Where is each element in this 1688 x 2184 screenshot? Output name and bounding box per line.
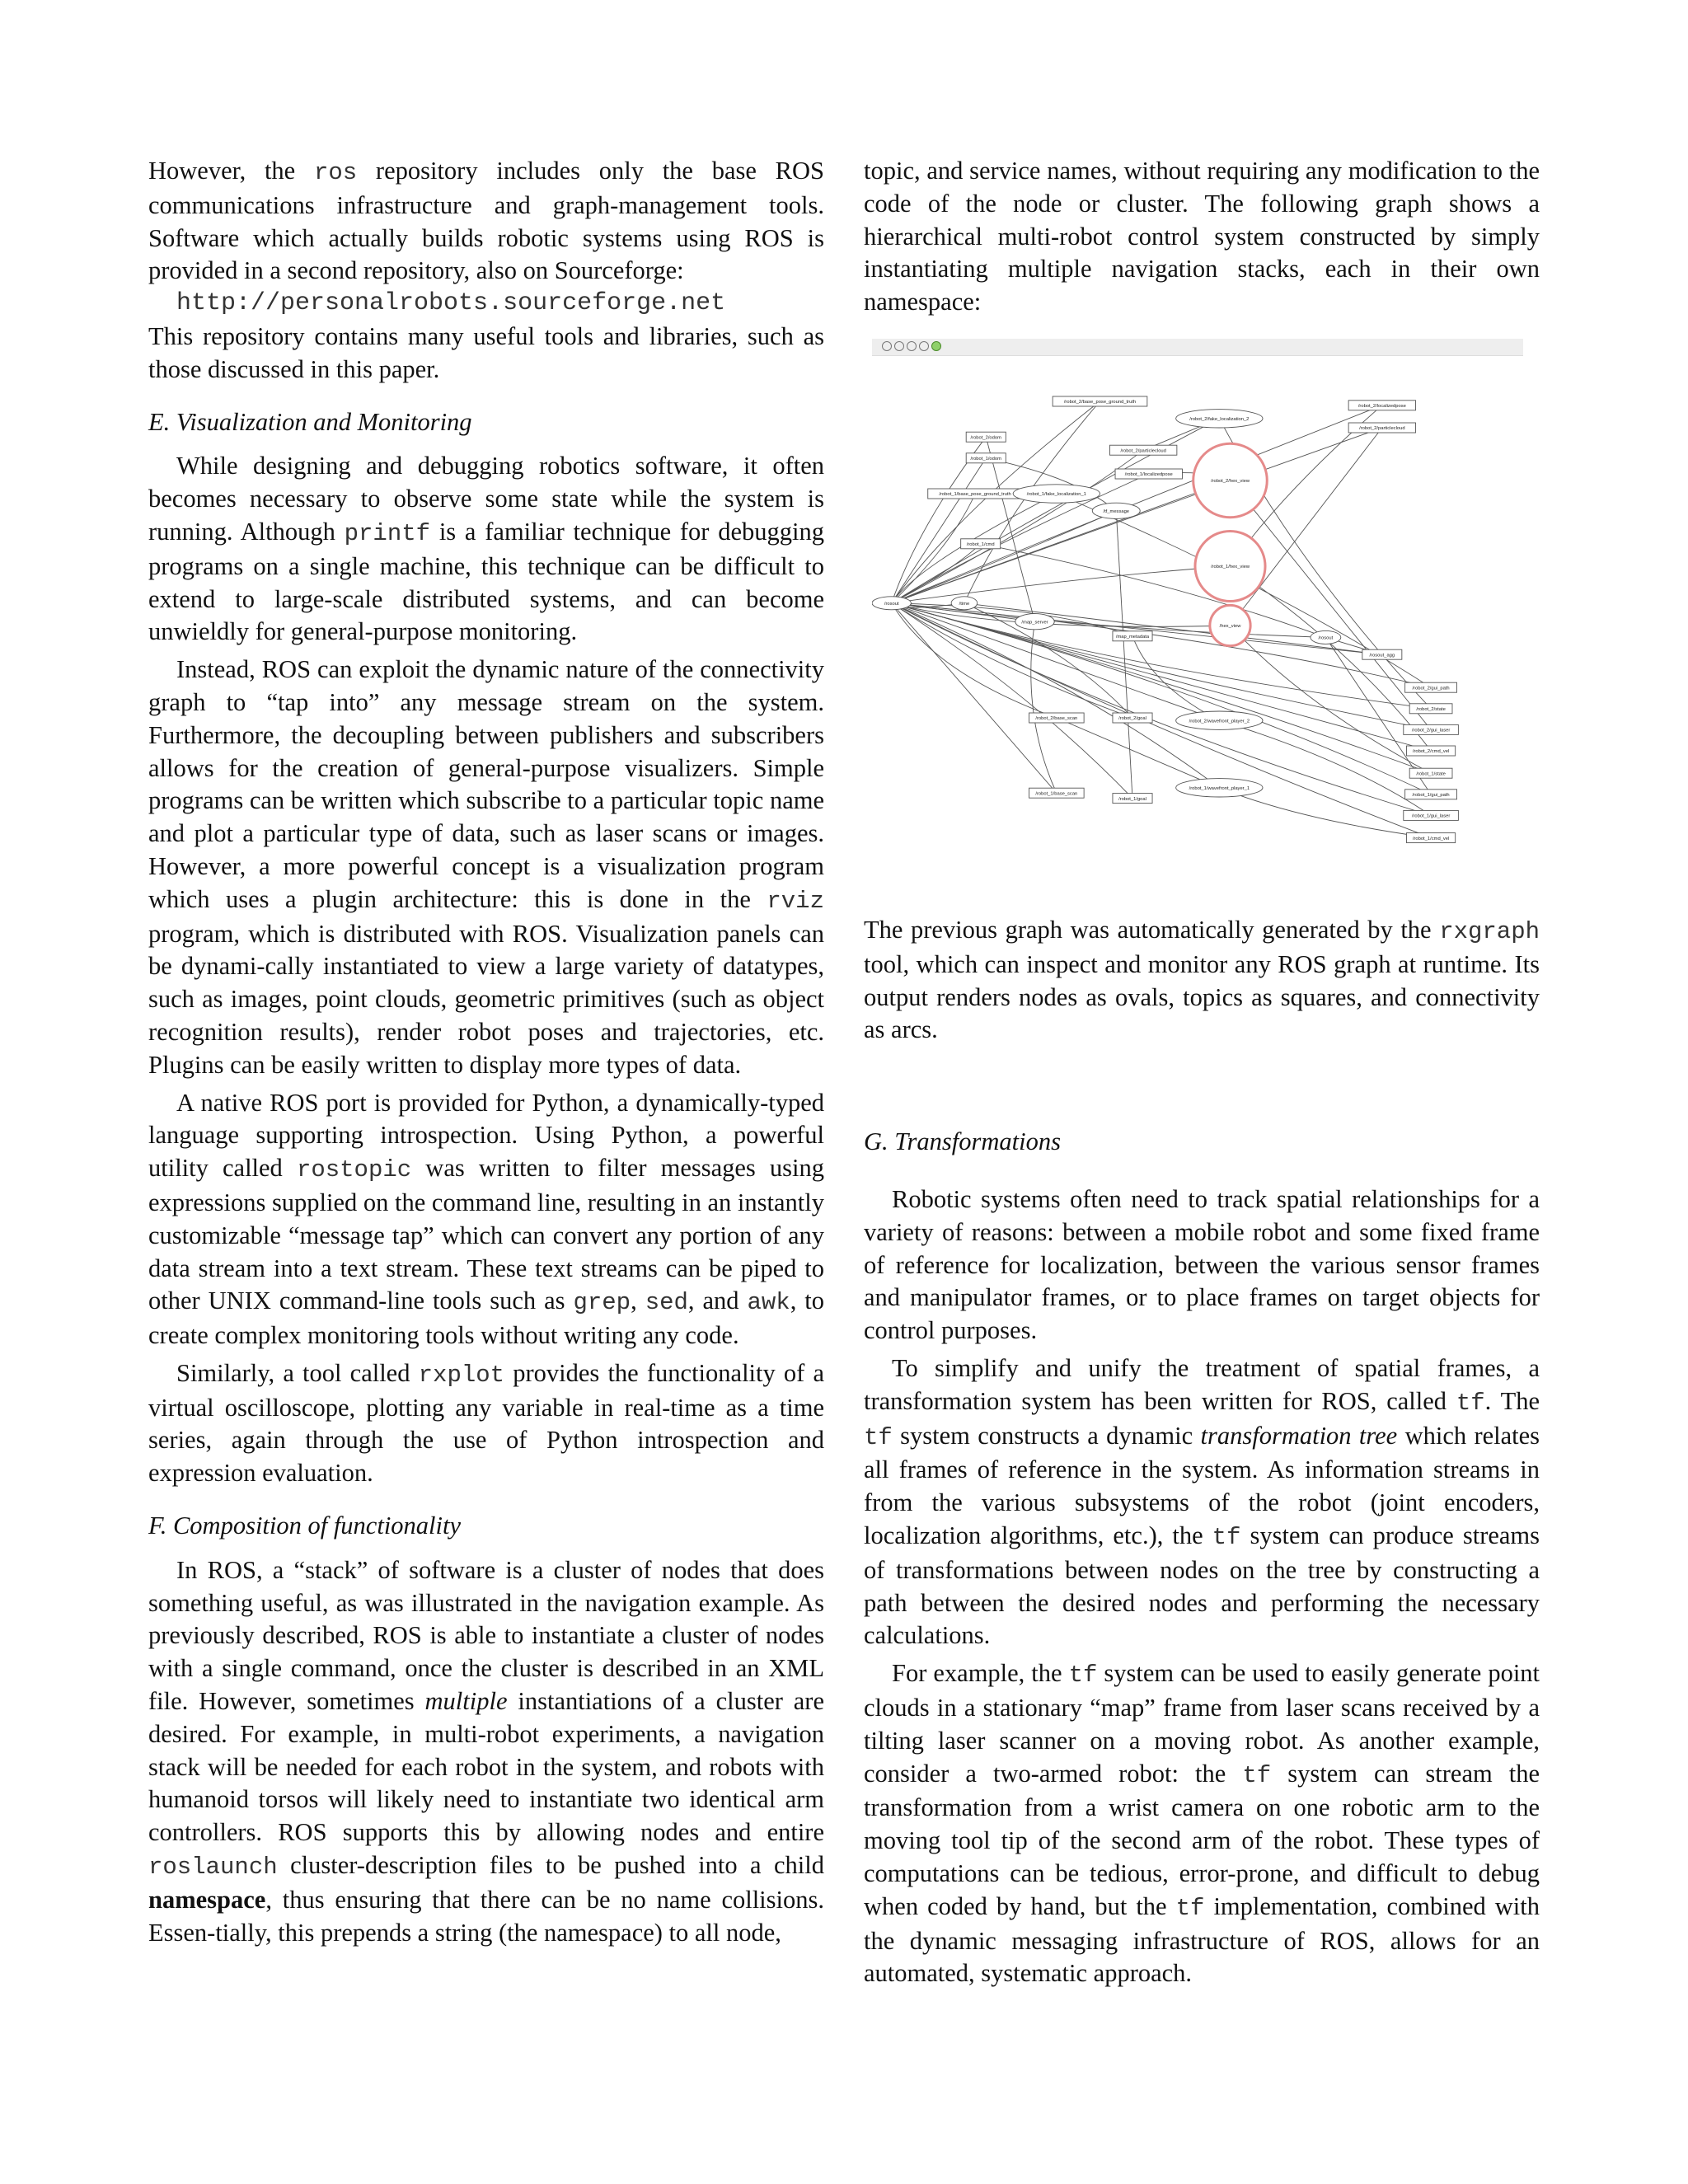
zoom-reset-icon[interactable] — [919, 341, 929, 351]
graph-toolbar — [872, 339, 1523, 356]
left-column — [148, 155, 824, 1949]
code-printf: printf — [344, 519, 431, 547]
graph-topic — [1404, 810, 1459, 820]
paragraph-e2: Instead, ROS can exploit the dynamic nature of the connectivity graph to “tap into” any message stream on the system. Furthermore, the decoupling between publishers and subscribers allows for the creation of general-purpose visualizers. Simple programs can be written which subscribe to a particular topic name and plot a particular type of data, such as laser scans or images. However, a more powerful concept is a visualization program which uses a plugin architecture: this is done in the rviz program, which is distributed with ROS. Visualization panels can be dynami-cally instantiated to view a large variety of datatypes, such as images, point clouds, geometric primitives (such as object recognition results), render robot poses and trajectories, etc. Plugins can be easily written to display more types of data. — [148, 655, 824, 1079]
graph-topic — [1348, 423, 1415, 433]
graph-topic — [1113, 794, 1152, 804]
code-roslaunch: roslaunch — [148, 1854, 278, 1882]
right-column — [864, 155, 1540, 1990]
graph-topic — [1406, 833, 1455, 843]
graph-arc — [892, 603, 1431, 773]
zoom-out-icon[interactable] — [894, 341, 904, 351]
paragraph-e3: A native ROS port is provided for Python, a dynamically-typed language supporting introspection. Using Python, a powerful utility called rostopic was written to filter messages using expressions supplied on the command line, resulting in an instantly customizable “message tap” which can convert any portion of any data stream into a text stream. These text streams can be piped to other UNIX command-line tools such as grep, sed, and awk, to create complex monitoring tools without writing any code. — [148, 1088, 825, 1350]
graph-topic — [1409, 768, 1452, 778]
svg-text:/robot_2/hex_view: /robot_2/hex_view — [1210, 479, 1250, 485]
code-awk: awk — [747, 1289, 790, 1317]
svg-text:/robot_2/cmd_vel: /robot_2/cmd_vel — [1412, 749, 1450, 755]
svg-text:/robot_2/particlecloud: /robot_2/particlecloud — [1120, 448, 1166, 454]
code-ros: ros — [313, 159, 358, 186]
graph-topic — [1115, 469, 1182, 479]
svg-text:/robot_2/goal: /robot_2/goal — [1118, 716, 1146, 722]
paragraph-g1: Robotic systems often need to track spatial relationships for a variety of reasons: between a mobile robot and some fixed frame of reference for localization, between the various sensor frames and manipulator frames, or to place frames on target objects for control purposes. — [864, 1184, 1540, 1345]
paragraph-f1: In ROS, a “stack” of software is a cluster of nodes that does something useful, as was illustrated in the navigation example. As previously described, ROS is able to instantiate a cluster of nodes with a single command, once the cluster is described in an XML file. However, sometimes multiple instantiations of a cluster are desired. For example, in multi-robot experiments, a navigation stack will be needed for each robot in the system, and robots with humanoid torsos will likely need to instantiate two identical arm controllers. ROS supports this by allowing nodes and entire roslaunch cluster-description files to be pushed into a child namespace, thus ensuring that there can be no name collisions. Essen-tially, this prepends a string (the namespace) to all node, — [148, 1555, 824, 1947]
svg-text:/robot_2/gui_path: /robot_2/gui_path — [1412, 686, 1450, 691]
svg-text:/rosout: /rosout — [1318, 635, 1334, 641]
paragraph-r1: topic, and service names, without requiring any modification to the code of the node or cluster. The following graph shows a hierarchical multi-robot control system constructed by simply instantiating multiple navigation stacks, each in their own namespace: — [864, 157, 1540, 316]
svg-text:/robot_2/gui_laser: /robot_2/gui_laser — [1411, 728, 1451, 733]
graph-arc — [1219, 720, 1431, 815]
svg-text:/robot_1/hex_view: /robot_1/hex_view — [1210, 565, 1250, 570]
refresh-icon[interactable] — [931, 341, 941, 351]
graph-topic — [1029, 713, 1085, 723]
zoom-fit-icon[interactable] — [907, 341, 917, 351]
svg-text:/rosout_agg: /rosout_agg — [1369, 653, 1395, 658]
svg-text:/robot_2/localizedpose: /robot_2/localizedpose — [1357, 403, 1406, 409]
svg-text:/robot_1/cmd_vel: /robot_1/cmd_vel — [1412, 836, 1450, 841]
graph-topic — [1348, 401, 1415, 410]
graph-arc — [892, 458, 987, 603]
svg-text:/map_server: /map_server — [1021, 620, 1048, 626]
svg-text:/robot_2/base_scan: /robot_2/base_scan — [1035, 716, 1078, 722]
paragraph-g3: For example, the tf system can be used to easily generate point clouds in a stationary “map” frame from laser scans received by a tilting laser scanner on a moving robot. As another example, consider a two-armed robot: the tf system can stream the transformation from a wrist camera on one robotic arm to the moving tool tip of the second arm of the robot. These types of computations can be tedious, error-prone, and difficult to debug when coded by hand, but the tf implementation, combined with the dynamic messaging infrastructure of ROS, allows for an automated, systematic approach. — [864, 1659, 1540, 1988]
svg-text:/tf_message: /tf_message — [1103, 509, 1130, 514]
graph-topic — [1113, 713, 1152, 723]
svg-text:/robot_1/gui_path: /robot_1/gui_path — [1412, 792, 1450, 798]
graph-node — [1013, 485, 1100, 503]
graph-arc — [986, 437, 1034, 621]
graph-arc — [1132, 636, 1219, 720]
graph-topic — [966, 432, 1006, 442]
svg-text:/robot_1/localizedpose: /robot_1/localizedpose — [1124, 472, 1173, 478]
svg-text:/robot_1/goal: /robot_1/goal — [1118, 796, 1146, 802]
graph-node — [1311, 630, 1341, 644]
emphasis-multiple: multiple — [424, 1687, 508, 1716]
graph-arc — [1116, 511, 1132, 799]
graph-topic — [1053, 396, 1147, 406]
svg-text:/robot_1/base_scan: /robot_1/base_scan — [1035, 791, 1078, 797]
svg-text:/robot_2/state: /robot_2/state — [1416, 706, 1446, 712]
graph-topic — [1113, 631, 1152, 641]
svg-text:/robot_2/particlecloud: /robot_2/particlecloud — [1359, 426, 1405, 432]
graph-topic — [1109, 445, 1176, 455]
heading-transformations: G. Transformations — [864, 1127, 1061, 1156]
svg-text:/robot_1/cmd: /robot_1/cmd — [966, 541, 995, 547]
svg-text:/hex_view: /hex_view — [1219, 624, 1241, 630]
graph-arc — [892, 603, 1431, 709]
graph-topic — [1362, 649, 1402, 659]
svg-text:/robot_1/base_pose_ground_trut: /robot_1/base_pose_ground_truth — [939, 492, 1011, 498]
graph-arc — [892, 603, 1431, 730]
paragraph-e1: While designing and debugging robotics software, it often becomes necessary to observe some state while the system is running. Although printf is a familiar technique for debugging programs on a single machine, this technique can be difficult to extend to large-scale distributed systems, and can become unwieldly for general-purpose monitoring. — [148, 452, 824, 646]
code-tf: tf — [1175, 1894, 1205, 1922]
rxgraph-figure — [872, 339, 1523, 891]
svg-text:/robot_2/fake_localization_2: /robot_2/fake_localization_2 — [1189, 416, 1250, 422]
sourceforge-url: http://personalrobots.sourceforge.net — [176, 289, 726, 318]
graph-arc — [892, 603, 1220, 720]
graph-topic — [1405, 682, 1457, 692]
graph-arc — [892, 603, 1220, 788]
svg-text:/robot_1/odom: /robot_1/odom — [970, 456, 1001, 462]
graph-arc — [1231, 480, 1432, 729]
graph-node — [1176, 779, 1263, 797]
graph-node — [1176, 711, 1263, 729]
heading-visualization-monitoring: E. Visualization and Monitoring — [148, 407, 472, 436]
svg-text:/robot_2/base_pose_ground_trut: /robot_2/base_pose_ground_truth — [1063, 400, 1137, 405]
graph-node — [951, 597, 978, 610]
graph-arc — [964, 401, 1100, 603]
graph-topic — [1406, 746, 1455, 756]
code-tf: tf — [864, 1423, 893, 1451]
svg-text:/robot_1/gui_laser: /robot_1/gui_laser — [1411, 813, 1451, 819]
graph-arc — [892, 603, 1132, 799]
graph-topic — [966, 453, 1006, 463]
graph-arc — [1231, 626, 1432, 773]
graph-node — [1176, 410, 1263, 428]
graph-topic — [1405, 790, 1457, 799]
graph-topic — [1029, 788, 1085, 798]
graph-topic — [928, 489, 1023, 499]
strong-namespace: namespace — [148, 1885, 266, 1914]
svg-text:/time: /time — [959, 601, 970, 607]
code-grep: grep — [573, 1289, 631, 1317]
svg-text:/robot_2/odom: /robot_2/odom — [970, 435, 1001, 441]
graph-arc — [892, 405, 1382, 603]
svg-text:/robot_1/fake_localization_1: /robot_1/fake_localization_1 — [1026, 492, 1086, 498]
graph-node — [872, 597, 911, 610]
code-tf: tf — [1068, 1661, 1098, 1690]
heading-composition-functionality: F. Composition of functionality — [148, 1511, 462, 1540]
svg-text:/robot_1/state: /robot_1/state — [1416, 771, 1446, 777]
paragraph-repository-tools: This repository contains many useful tools and libraries, such as those discussed in this paper. — [148, 321, 824, 383]
graph-node — [1195, 531, 1265, 601]
graph-node — [1193, 443, 1268, 518]
graph-topic — [1409, 704, 1452, 714]
code-tf: tf — [1242, 1761, 1272, 1789]
zoom-in-icon[interactable] — [882, 341, 892, 351]
code-rviz: rviz — [767, 887, 824, 915]
graph-arc — [892, 603, 1431, 816]
emphasis-transformation-tree: transformation tree — [1200, 1421, 1398, 1450]
code-tf: tf — [1456, 1389, 1485, 1417]
code-rxplot: rxplot — [418, 1361, 505, 1389]
graph-arc — [892, 603, 1132, 718]
paragraph-g2: To simplify and unify the treatment of spatial frames, a transformation system has been written for ROS, called tf. The tf system constructs a dynamic transformation tree which relates all frames of reference in the system. As information streams in from the various subsystems of the robot (joint encoders, localization algorithms, etc.), the tf system can produce streams of transformations between nodes on the tree by constructing a path between the desired nodes and performing the necessary calculations. — [864, 1353, 1540, 1650]
graph-topic — [1404, 724, 1459, 734]
graph-topic — [961, 539, 1001, 549]
paragraph-e4: Similarly, a tool called rxplot provides the functionality of a virtual oscilloscope, plotting any variable in real-time as a time series, again through the use of Python introspection and expression evaluation. — [148, 1358, 825, 1488]
rxgraph-canvas — [872, 355, 1523, 891]
code-tf: tf — [1212, 1523, 1241, 1551]
svg-text:/rosout: /rosout — [884, 601, 899, 607]
code-rostopic: rostopic — [296, 1156, 412, 1184]
svg-text:/robot_1/wavefront_player_1: /robot_1/wavefront_player_1 — [1189, 785, 1250, 791]
code-rxgraph: rxgraph — [1439, 917, 1540, 945]
paragraph-r2: The previous graph was automatically generated by the rxgraph tool, which can inspect and monitor any ROS graph at runtime. Its output renders nodes as ovals, topics as squares, and connectivity as arcs. — [864, 915, 1540, 1044]
paragraph-ros-repository: However, the ros repository includes only the base ROS communications infrastructure and graph-management tools. Software which actually builds robotic systems using ROS is provided in a second repository, also on Sourceforge: — [148, 157, 824, 285]
graph-node — [1210, 605, 1250, 645]
graph-node — [1092, 503, 1140, 518]
svg-text:/map_metadata: /map_metadata — [1115, 634, 1150, 640]
graph-node — [1015, 614, 1054, 630]
svg-text:/robot_2/wavefront_player_2: /robot_2/wavefront_player_2 — [1189, 719, 1250, 724]
code-sed: sed — [645, 1289, 688, 1317]
